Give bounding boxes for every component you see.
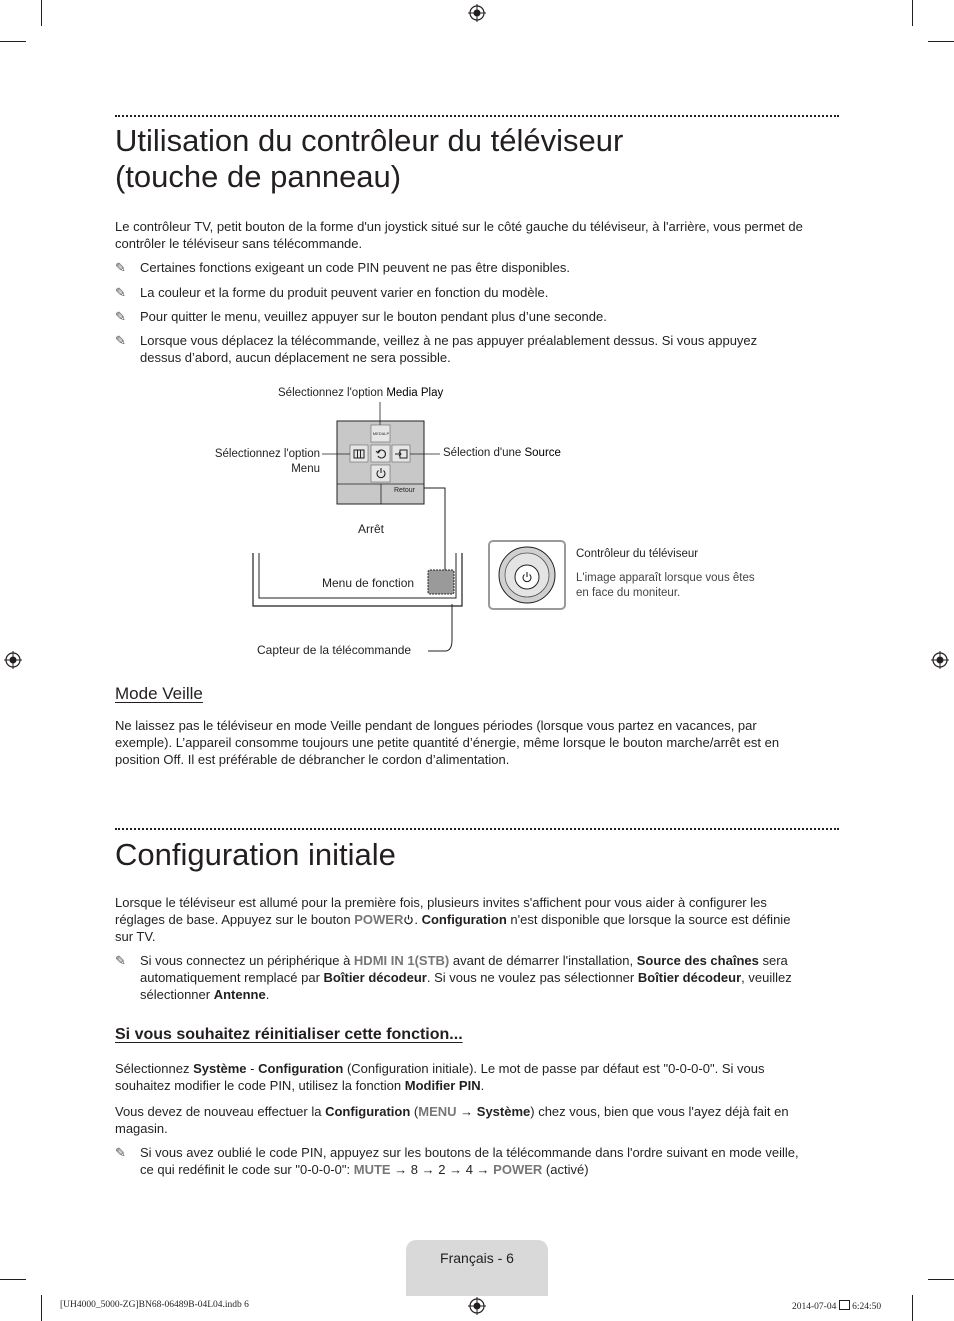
leader-line: [428, 604, 452, 651]
reset-paragraph: [115, 1103, 841, 1137]
note-item: [115, 284, 841, 301]
note-pencil-icon: ✎: [115, 285, 126, 300]
note-text: automatiquement remplacé par Boîtier décodeur. Si vous ne voulez pas sélectionner Boîtier décodeur, veuillez: [140, 970, 792, 985]
section-divider: [115, 115, 839, 117]
text-line: réglages de base. Appuyez sur le bouton POWER . Configuration n'est disponible que lorsque la source est définie: [115, 912, 791, 927]
label-menu-fonction: Menu de fonction: [322, 576, 415, 590]
label-capteur: Capteur de la télécommande: [257, 643, 412, 657]
registration-mark-icon: [468, 1297, 486, 1315]
text-line: sur TV.: [115, 929, 156, 944]
tv-controller-diagram: [240, 380, 780, 660]
text-line: position Off. Il est préférable de débrancher le cordon d’alimentation.: [115, 752, 510, 767]
crop-mark: [912, 0, 913, 26]
mode-veille-paragraph: [115, 717, 841, 768]
text-line: magasin.: [115, 1121, 168, 1136]
note-text: Si vous avez oublié le code PIN, appuyez sur les boutons de la télécommande dans l'ordre suivant en mode veille,: [140, 1145, 799, 1160]
panel-media-label: MEDIA.P: [372, 431, 390, 436]
text-line: souhaitez modifier le code PIN, utilisez la fonction Modifier PIN.: [115, 1078, 485, 1093]
panel-retour-label: Retour: [394, 487, 416, 494]
registration-mark-icon: [468, 4, 486, 22]
text-line: Sélectionnez Système - Configuration (Configuration initiale). Le mot de passe par défaut est "0-0-0-0". Si vous: [115, 1061, 765, 1076]
subsection-heading: Mode Veille: [115, 684, 203, 703]
note-text: sélectionner Antenne.: [140, 987, 270, 1002]
section-title-line: Utilisation du contrôleur du téléviseur: [115, 123, 624, 158]
crop-mark: [41, 1295, 42, 1321]
note-pencil-icon: ✎: [115, 1145, 126, 1160]
text-line: contrôler le téléviseur sans télécommande.: [115, 236, 363, 251]
note-text: dessus d’abord, aucun déplacement ne sera possible.: [140, 350, 451, 365]
note-pencil-icon: ✎: [115, 309, 126, 324]
label-media-play: Sélectionnez l'option Media Play: [278, 387, 444, 399]
return-icon: [375, 448, 387, 460]
label-arret: Arrêt: [358, 522, 385, 536]
note-item: [115, 952, 841, 1003]
note-text: Lorsque vous déplacez la télécommande, veillez à ne pas appuyer préalablement dessus. Si vous appuyez: [140, 333, 758, 348]
note-item: [115, 259, 841, 276]
text-line: Ne laissez pas le téléviseur en mode Veille pendant de longues périodes (lorsque vous partez en vacances, par: [115, 718, 757, 733]
crop-mark: [41, 0, 42, 26]
note-text: Pour quitter le menu, veuillez appuyer sur le bouton pendant plus d’une seconde.: [140, 309, 607, 324]
crop-mark: [0, 1279, 26, 1280]
label-source: Sélection d'une Source: [443, 447, 561, 459]
print-date-info: 2014-07-04 6:24:50: [792, 1302, 882, 1312]
note-text: Certaines fonctions exigeant un code PIN peuvent ne pas être disponibles.: [140, 260, 570, 275]
intro-paragraph: [115, 218, 841, 252]
section-divider: [115, 828, 839, 830]
reset-paragraph: [115, 1060, 841, 1094]
leader-line: [424, 488, 445, 570]
text-line: Vous devez de nouveau effectuer la Configuration (MENU → Système) chez vous, bien que vous l'ayez déjà fait en: [115, 1104, 789, 1119]
print-file-info: [UH4000_5000-ZG]BN68-06489B-04L04.indb 6: [60, 1300, 249, 1310]
note-text: Si vous connectez un périphérique à HDMI IN 1(STB) avant de démarrer l'installation, Source des chaînes sera: [140, 953, 788, 968]
note-pencil-icon: ✎: [115, 333, 126, 348]
text-line: exemple). L’appareil consomme toujours une petite quantité d’énergie, même lorsque le bouton marche/arrêt est en: [115, 735, 780, 750]
function-button: [428, 570, 454, 594]
joystick-power-icon: [521, 571, 533, 583]
label-controleur: Contrôleur du téléviseur L'image apparaît lorsque vous êtes en face du moniteur.: [576, 548, 755, 599]
note-pencil-icon: ✎: [115, 260, 126, 275]
config-paragraph: [115, 894, 841, 945]
glyph-icon: [839, 1300, 850, 1310]
power-icon: [375, 467, 387, 479]
label-menu: Sélectionnez l'option Menu: [214, 448, 320, 475]
note-item: [115, 332, 841, 366]
menu-icon: [353, 449, 365, 459]
registration-mark-icon: [4, 651, 22, 669]
crop-mark: [912, 1295, 913, 1321]
note-item: [115, 308, 841, 325]
crop-mark: [0, 41, 26, 42]
section-title: Configuration initiale: [115, 837, 396, 872]
crop-mark: [928, 41, 954, 42]
subsection-heading: Si vous souhaitez réinitialiser cette fonction...: [115, 1026, 463, 1043]
text-line: Le contrôleur TV, petit bouton de la forme d'un joystick situé sur le côté gauche du téléviseur, à l'arrière, vous permet de: [115, 219, 803, 234]
note-item: [115, 1144, 841, 1178]
page-label: Français - 6: [440, 1250, 514, 1266]
section-title-line: (touche de panneau): [115, 159, 402, 194]
text-line: Lorsque le téléviseur est allumé pour la première fois, plusieurs invites s'affichent pour vous aider à configurer les: [115, 895, 767, 910]
power-icon: [403, 914, 414, 925]
page-number-tab: [406, 1240, 548, 1296]
note-pencil-icon: ✎: [115, 953, 126, 968]
registration-mark-icon: [931, 651, 949, 669]
note-text: La couleur et la forme du produit peuvent varier en fonction du modèle.: [140, 285, 549, 300]
section-title: [115, 123, 623, 195]
note-text: ce qui redéfinit le code sur "0-0-0-0": MUTE → 8 → 2 → 4 → POWER (activé): [140, 1162, 589, 1177]
crop-mark: [928, 1279, 954, 1280]
source-icon: [395, 449, 408, 459]
